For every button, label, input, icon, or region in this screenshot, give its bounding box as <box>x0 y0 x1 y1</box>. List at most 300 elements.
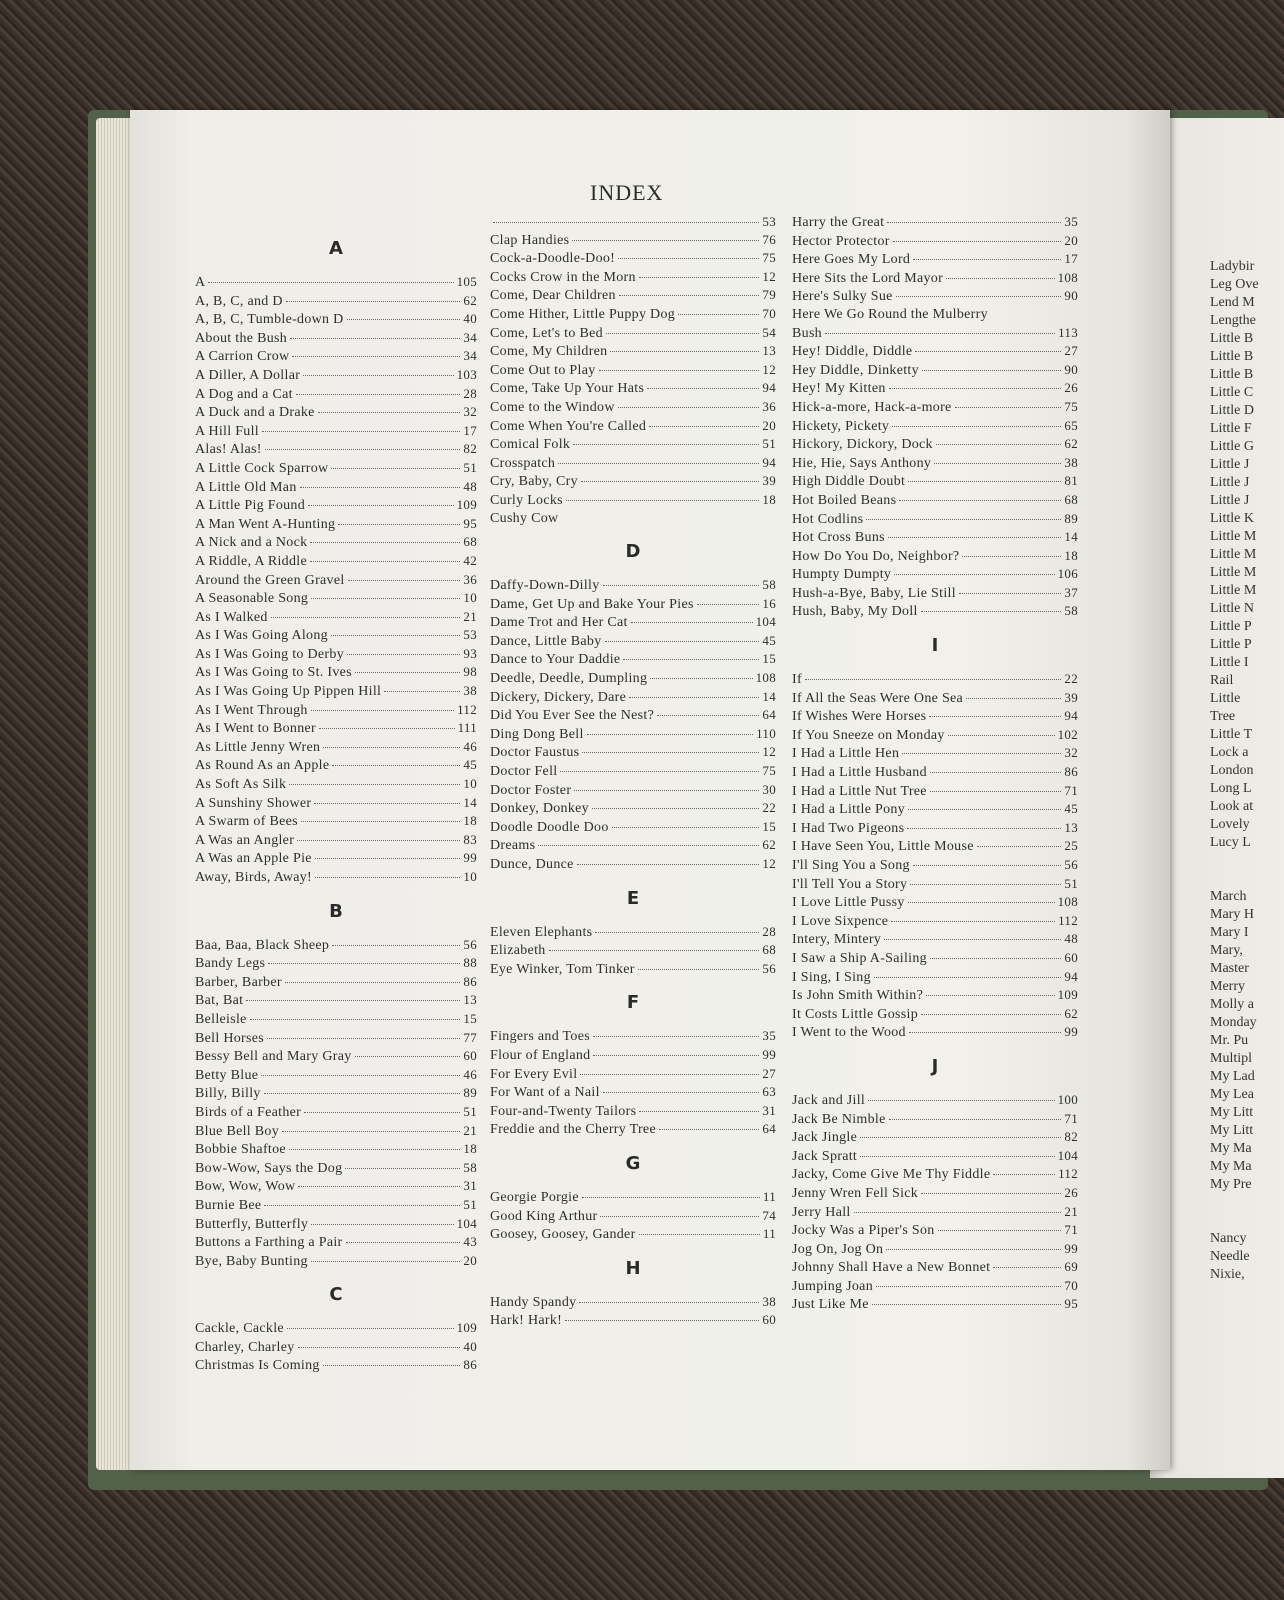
entry-title: Hey Diddle, Dinketty <box>792 362 919 378</box>
facing-page-entry: Little M <box>1210 529 1257 544</box>
entry-title: Johnny Shall Have a New Bonnet <box>792 1260 991 1276</box>
index-entry <box>195 1252 477 1271</box>
page-number: 102 <box>1057 726 1078 742</box>
dot-leader <box>926 994 1054 996</box>
facing-page-entry: Little K <box>1210 511 1254 526</box>
index-column-2 <box>490 213 776 1330</box>
facing-page-entry: Mary I <box>1210 925 1249 940</box>
dot-leader <box>289 1148 460 1150</box>
entry-title: A Nick and a Nock <box>195 535 308 551</box>
entry-title: A Sunshiny Shower <box>195 795 312 811</box>
page-number: 108 <box>755 670 776 686</box>
page-number: 86 <box>463 973 477 989</box>
index-entry <box>792 528 1078 547</box>
dot-leader <box>331 467 460 469</box>
page-number: 62 <box>762 837 776 853</box>
entry-title: Birds of a Feather <box>195 1104 302 1120</box>
dot-leader <box>825 332 1055 334</box>
entry-title: As Little Jenny Wren <box>195 739 321 755</box>
dot-leader <box>874 976 1062 978</box>
page-number: 83 <box>463 831 477 847</box>
page-number: 43 <box>463 1234 477 1250</box>
index-entry <box>490 818 776 837</box>
entry-title: Come Out to Play <box>490 362 596 378</box>
page-number: 40 <box>463 1338 477 1354</box>
dot-leader <box>265 448 461 450</box>
index-entry <box>792 454 1078 473</box>
page-number: 18 <box>1064 547 1078 563</box>
index-entry <box>195 403 477 422</box>
entry-title: A Man Went A-Hunting <box>195 516 336 532</box>
entry-title: I Had Two Pigeons <box>792 820 905 836</box>
dot-leader <box>886 1248 1061 1250</box>
dot-leader <box>574 789 759 791</box>
facing-page-entry: My Pre <box>1210 1177 1252 1192</box>
entry-title: Hark! Hark! <box>490 1313 563 1329</box>
dot-leader <box>908 480 1061 482</box>
index-entry <box>792 584 1078 603</box>
page-number: 112 <box>1058 1166 1078 1182</box>
dot-leader <box>639 276 760 278</box>
page-number: 71 <box>1064 782 1078 798</box>
entry-title: As Round As an Apple <box>195 758 330 774</box>
page-number: 15 <box>463 1010 477 1026</box>
section-letter: C <box>329 1284 343 1306</box>
index-entry <box>490 342 776 361</box>
index-entry <box>792 379 1078 398</box>
page-number: 109 <box>456 497 477 513</box>
facing-page-entry: Little J <box>1210 475 1250 490</box>
page-number: 12 <box>762 744 776 760</box>
entry-title: For Want of a Nail <box>490 1085 600 1101</box>
index-entry <box>792 782 1078 801</box>
page-number: 104 <box>1057 1147 1078 1163</box>
dot-leader <box>355 1055 461 1057</box>
page-number: 22 <box>762 800 776 816</box>
index-entry <box>792 269 1078 288</box>
dot-leader <box>908 808 1061 810</box>
page-number: 110 <box>756 725 776 741</box>
page-number: 108 <box>1057 894 1078 910</box>
page-number: 79 <box>762 287 776 303</box>
index-entry <box>792 306 1078 324</box>
index-entry <box>195 310 477 329</box>
entry-title: Comical Folk <box>490 437 571 453</box>
entry-title: I Love Little Pussy <box>792 895 905 911</box>
dot-leader <box>606 332 759 334</box>
dot-leader <box>805 678 1061 680</box>
dot-leader <box>310 541 460 543</box>
page-number: 51 <box>1064 875 1078 891</box>
index-entry <box>490 1188 776 1207</box>
dot-leader <box>538 844 759 846</box>
facing-page-entry: My Ma <box>1210 1141 1252 1156</box>
index-entry <box>490 1065 776 1084</box>
page-number: 13 <box>762 343 776 359</box>
dot-leader <box>894 573 1054 575</box>
page-number: 108 <box>1057 269 1078 285</box>
entry-title: Hickety, Pickety <box>792 418 890 434</box>
index-entry <box>792 1023 1078 1042</box>
entry-title: Bell Horses <box>195 1030 265 1046</box>
entry-title: A Was an Apple Pie <box>195 851 312 867</box>
dot-leader <box>593 1054 759 1056</box>
page-number: 94 <box>762 380 776 396</box>
facing-page-entry: My Lea <box>1210 1087 1254 1102</box>
index-column-1 <box>195 238 477 1375</box>
index-entry <box>195 626 477 645</box>
dot-leader <box>348 579 461 581</box>
page-number: 12 <box>762 856 776 871</box>
facing-page-entry <box>1210 1212 1284 1230</box>
index-entry <box>195 701 477 720</box>
page-number: 68 <box>762 942 776 958</box>
dot-leader <box>311 709 454 711</box>
index-entry <box>792 707 1078 726</box>
page-number: 11 <box>762 1226 776 1242</box>
index-entry <box>195 756 477 775</box>
page-number: 99 <box>463 850 477 866</box>
page-number: 40 <box>463 311 477 327</box>
dot-leader <box>907 827 1061 829</box>
entry-title: Freddie and the Cherry Tree <box>490 1122 656 1138</box>
dot-leader <box>250 1018 461 1020</box>
entry-title: Clap Handies <box>490 232 570 248</box>
entry-title: A Carrion Crow <box>195 349 290 365</box>
entry-title: Cushy Cow <box>490 510 559 526</box>
dot-leader <box>892 425 1061 427</box>
dot-leader <box>264 1092 461 1094</box>
section-letter: B <box>329 900 343 922</box>
page-number: 112 <box>457 701 477 717</box>
page-number: 28 <box>762 923 776 939</box>
index-entry <box>490 1102 776 1121</box>
page-number: 13 <box>1064 819 1078 835</box>
entry-title: Jerry Hall <box>792 1204 851 1220</box>
dot-leader <box>332 764 460 766</box>
index-entry <box>792 670 1078 689</box>
dot-leader <box>298 1185 460 1187</box>
dot-leader <box>267 1037 460 1039</box>
index-entry <box>792 986 1078 1005</box>
facing-page-entry: Little <box>1210 691 1241 706</box>
page-number: 88 <box>463 955 477 971</box>
dot-leader <box>286 300 461 302</box>
index-entry <box>195 868 477 887</box>
dot-leader <box>384 690 460 692</box>
index-entry <box>195 571 477 590</box>
page-number: 21 <box>463 608 477 624</box>
page-number: 20 <box>762 417 776 433</box>
index-entry <box>792 491 1078 510</box>
index-entry <box>490 1293 776 1312</box>
entry-title: Just Like Me <box>792 1297 869 1313</box>
dot-leader <box>860 1155 1054 1157</box>
entry-title: I Sing, I Sing <box>792 969 871 985</box>
entry-title: Four-and-Twenty Tailors <box>490 1103 637 1119</box>
index-entry <box>792 510 1078 529</box>
facing-page-entry: Little B <box>1210 367 1254 382</box>
index-entry <box>195 1159 477 1178</box>
dot-leader <box>993 1266 1061 1268</box>
dot-leader <box>650 677 752 679</box>
dot-leader <box>899 499 1061 501</box>
entry-title: Bat, Bat <box>195 993 244 1009</box>
entry-title: Jack Jingle <box>792 1130 858 1146</box>
index-entry <box>792 565 1078 584</box>
facing-page <box>1150 118 1284 1478</box>
page-number: 69 <box>1064 1259 1078 1275</box>
dot-leader <box>909 1031 1062 1033</box>
dot-leader <box>579 1301 759 1303</box>
page-number: 98 <box>463 664 477 680</box>
entry-title: Here Goes My Lord <box>792 252 911 268</box>
page-number: 58 <box>463 1159 477 1175</box>
dot-leader <box>287 1327 454 1329</box>
index-entry <box>792 819 1078 838</box>
facing-page-entry: Little M <box>1210 547 1257 562</box>
index-entry <box>792 1128 1078 1147</box>
index-entry <box>195 608 477 627</box>
index-entry <box>792 232 1078 251</box>
page-number: 64 <box>762 1121 776 1137</box>
entry-title: Bow-Wow, Says the Dog <box>195 1160 343 1176</box>
entry-title: How Do You Do, Neighbor? <box>792 548 960 564</box>
dot-leader <box>930 771 1061 773</box>
index-entry <box>490 1046 776 1065</box>
facing-page-entry: My Litt <box>1210 1105 1254 1120</box>
dot-leader <box>319 727 455 729</box>
index-entry <box>792 726 1078 745</box>
page-number: 104 <box>755 614 776 630</box>
entry-title: Ding Dong Bell <box>490 726 584 742</box>
dot-leader <box>896 295 1062 297</box>
dot-leader <box>913 864 1062 866</box>
page-number: 26 <box>1064 1184 1078 1200</box>
index-entry <box>792 1295 1078 1314</box>
entry-title: I Went to the Wood <box>792 1025 906 1041</box>
facing-page-entry: Lovely <box>1210 817 1250 832</box>
page-number: 11 <box>762 1188 776 1204</box>
dot-leader <box>577 863 760 865</box>
index-entry <box>490 435 776 454</box>
index-entry <box>792 361 1078 380</box>
index-entry <box>792 837 1078 856</box>
page-number: 113 <box>1058 324 1078 340</box>
entry-title: Belleisle <box>195 1011 247 1027</box>
page-number: 31 <box>463 1178 477 1194</box>
index-entry <box>490 472 776 491</box>
page-number: 100 <box>1057 1091 1078 1107</box>
facing-page-entry: Lengthe <box>1210 313 1256 328</box>
index-entry <box>195 1356 477 1375</box>
entry-title: Dance to Your Daddie <box>490 652 621 668</box>
page-number: 48 <box>1064 931 1078 947</box>
entry-title: Cock-a-Doodle-Doo! <box>490 251 616 267</box>
dot-leader <box>581 480 759 482</box>
dot-leader <box>603 1091 760 1093</box>
facing-page-entry: Little J <box>1210 457 1250 472</box>
dot-leader <box>948 734 1055 736</box>
dot-leader <box>271 616 461 618</box>
index-entry <box>490 1311 776 1330</box>
entry-title: As I Was Going to St. Ives <box>195 665 352 681</box>
entry-title: A, B, C, Tumble-down D <box>195 312 344 328</box>
entry-title: Bandy Legs <box>195 956 266 972</box>
index-entry <box>490 454 776 473</box>
entry-title: Burnie Bee <box>195 1197 262 1213</box>
index-entry <box>195 1010 477 1029</box>
entry-title: I'll Tell You a Story <box>792 876 908 892</box>
entry-title: Crosspatch <box>490 455 556 471</box>
index-entry <box>490 595 776 614</box>
dot-leader <box>311 1260 461 1262</box>
entry-title: Hush, Baby, My Doll <box>792 604 918 620</box>
dot-leader <box>860 1136 1061 1138</box>
index-entry <box>490 725 776 744</box>
facing-page-entry: Leg Ove <box>1210 277 1259 292</box>
dot-leader <box>866 518 1061 520</box>
entry-title: Donkey, Donkey <box>490 801 589 817</box>
entry-title: A Little Cock Sparrow <box>195 460 329 476</box>
entry-title: Come, Dear Children <box>490 288 616 304</box>
dot-leader <box>268 962 460 964</box>
dot-leader <box>649 425 759 427</box>
dot-leader <box>311 597 460 599</box>
index-entry <box>490 510 776 528</box>
index-entry <box>490 379 776 398</box>
page-number: 94 <box>762 454 776 470</box>
page-number: 20 <box>463 1252 477 1268</box>
page-number: 32 <box>1064 745 1078 761</box>
dot-leader <box>938 1229 1062 1231</box>
index-entry <box>792 763 1078 782</box>
page-number: 36 <box>463 571 477 587</box>
entry-title: As I Was Going to Derby <box>195 646 344 662</box>
entry-title: Goosey, Goosey, Gander <box>490 1227 636 1243</box>
page-number: 18 <box>762 491 776 507</box>
page-number: 39 <box>762 473 776 489</box>
index-entry <box>490 836 776 855</box>
entry-title: Intery, Mintery <box>792 932 882 948</box>
page-number: 42 <box>463 552 477 568</box>
index-entry <box>195 329 477 348</box>
page-number: 81 <box>1064 473 1078 489</box>
section-letter: F <box>626 992 640 1014</box>
page-number: 45 <box>1064 801 1078 817</box>
dot-leader <box>697 603 760 605</box>
index-entry <box>792 1110 1078 1129</box>
facing-page-entry: Tree <box>1210 709 1236 724</box>
index-entry <box>195 515 477 534</box>
page-number: 15 <box>762 651 776 667</box>
dot-leader <box>600 1215 759 1217</box>
index-entry <box>490 762 776 781</box>
page-number: 38 <box>463 683 477 699</box>
index-entry <box>792 1184 1078 1203</box>
entry-title: Come, Let's to Bed <box>490 325 603 341</box>
index-entry <box>195 366 477 385</box>
section-letter: D <box>625 541 641 563</box>
entry-title: As I Went to Bonner <box>195 721 316 737</box>
dot-leader <box>603 584 760 586</box>
dot-leader <box>599 369 760 371</box>
dot-leader <box>262 430 460 432</box>
dot-leader <box>929 715 1061 717</box>
page-number: 53 <box>463 627 477 643</box>
dot-leader <box>282 1130 460 1132</box>
page-number: 94 <box>1064 968 1078 984</box>
dot-leader <box>332 944 460 946</box>
entry-title: Dame Trot and Her Cat <box>490 615 628 631</box>
facing-page-entry: Little J <box>1210 493 1250 508</box>
dot-leader <box>639 1110 759 1112</box>
page-number: 109 <box>456 1320 477 1336</box>
page-number: 10 <box>463 590 477 606</box>
index-entry <box>490 1207 776 1226</box>
entry-title: Jack Spratt <box>792 1148 858 1164</box>
page-number: 86 <box>1064 764 1078 780</box>
dot-leader <box>285 981 461 983</box>
page-number: 34 <box>463 348 477 364</box>
page-number: 28 <box>463 385 477 401</box>
dot-leader <box>977 845 1062 847</box>
facing-page-entry: Mary, <box>1210 943 1243 958</box>
page-number: 51 <box>463 1196 477 1212</box>
page-number: 21 <box>463 1122 477 1138</box>
index-entry <box>792 342 1078 361</box>
index-entry <box>792 602 1078 621</box>
page-number: 68 <box>463 534 477 550</box>
dot-leader <box>289 783 460 785</box>
index-entry <box>490 650 776 669</box>
page-number: 94 <box>1064 708 1078 724</box>
page-number: 60 <box>463 1048 477 1064</box>
dot-leader <box>962 555 1061 557</box>
dot-leader <box>593 1035 759 1037</box>
index-entry <box>792 1221 1078 1240</box>
facing-page-entry: London <box>1210 763 1254 778</box>
dot-leader <box>921 1013 1061 1015</box>
dot-leader <box>323 746 460 748</box>
dot-leader <box>993 1173 1055 1175</box>
page-number: 25 <box>1064 838 1078 854</box>
facing-page-entry: Little N <box>1210 601 1254 616</box>
index-entry <box>195 954 477 973</box>
page-number: 99 <box>1064 1240 1078 1256</box>
index-entry <box>490 268 776 287</box>
dot-leader <box>264 1204 460 1206</box>
page-number: 48 <box>463 478 477 494</box>
entry-title: Dickery, Dickery, Dare <box>490 689 627 705</box>
page-number: 54 <box>762 324 776 340</box>
index-entry <box>792 744 1078 763</box>
dot-leader <box>884 938 1061 940</box>
index-entry <box>490 1120 776 1139</box>
section-letter: G <box>625 1152 641 1174</box>
dot-leader <box>290 337 460 339</box>
entry-title: Harry the Great <box>792 215 885 230</box>
index-entry <box>195 738 477 757</box>
page-number: 22 <box>1064 671 1078 687</box>
index-entry <box>792 398 1078 417</box>
page-number: 63 <box>762 1084 776 1100</box>
page-number: 75 <box>762 763 776 779</box>
index-entry <box>490 632 776 651</box>
entry-title: Here Sits the Lord Mayor <box>792 270 944 286</box>
index-entry <box>195 682 477 701</box>
dot-leader <box>566 499 759 501</box>
